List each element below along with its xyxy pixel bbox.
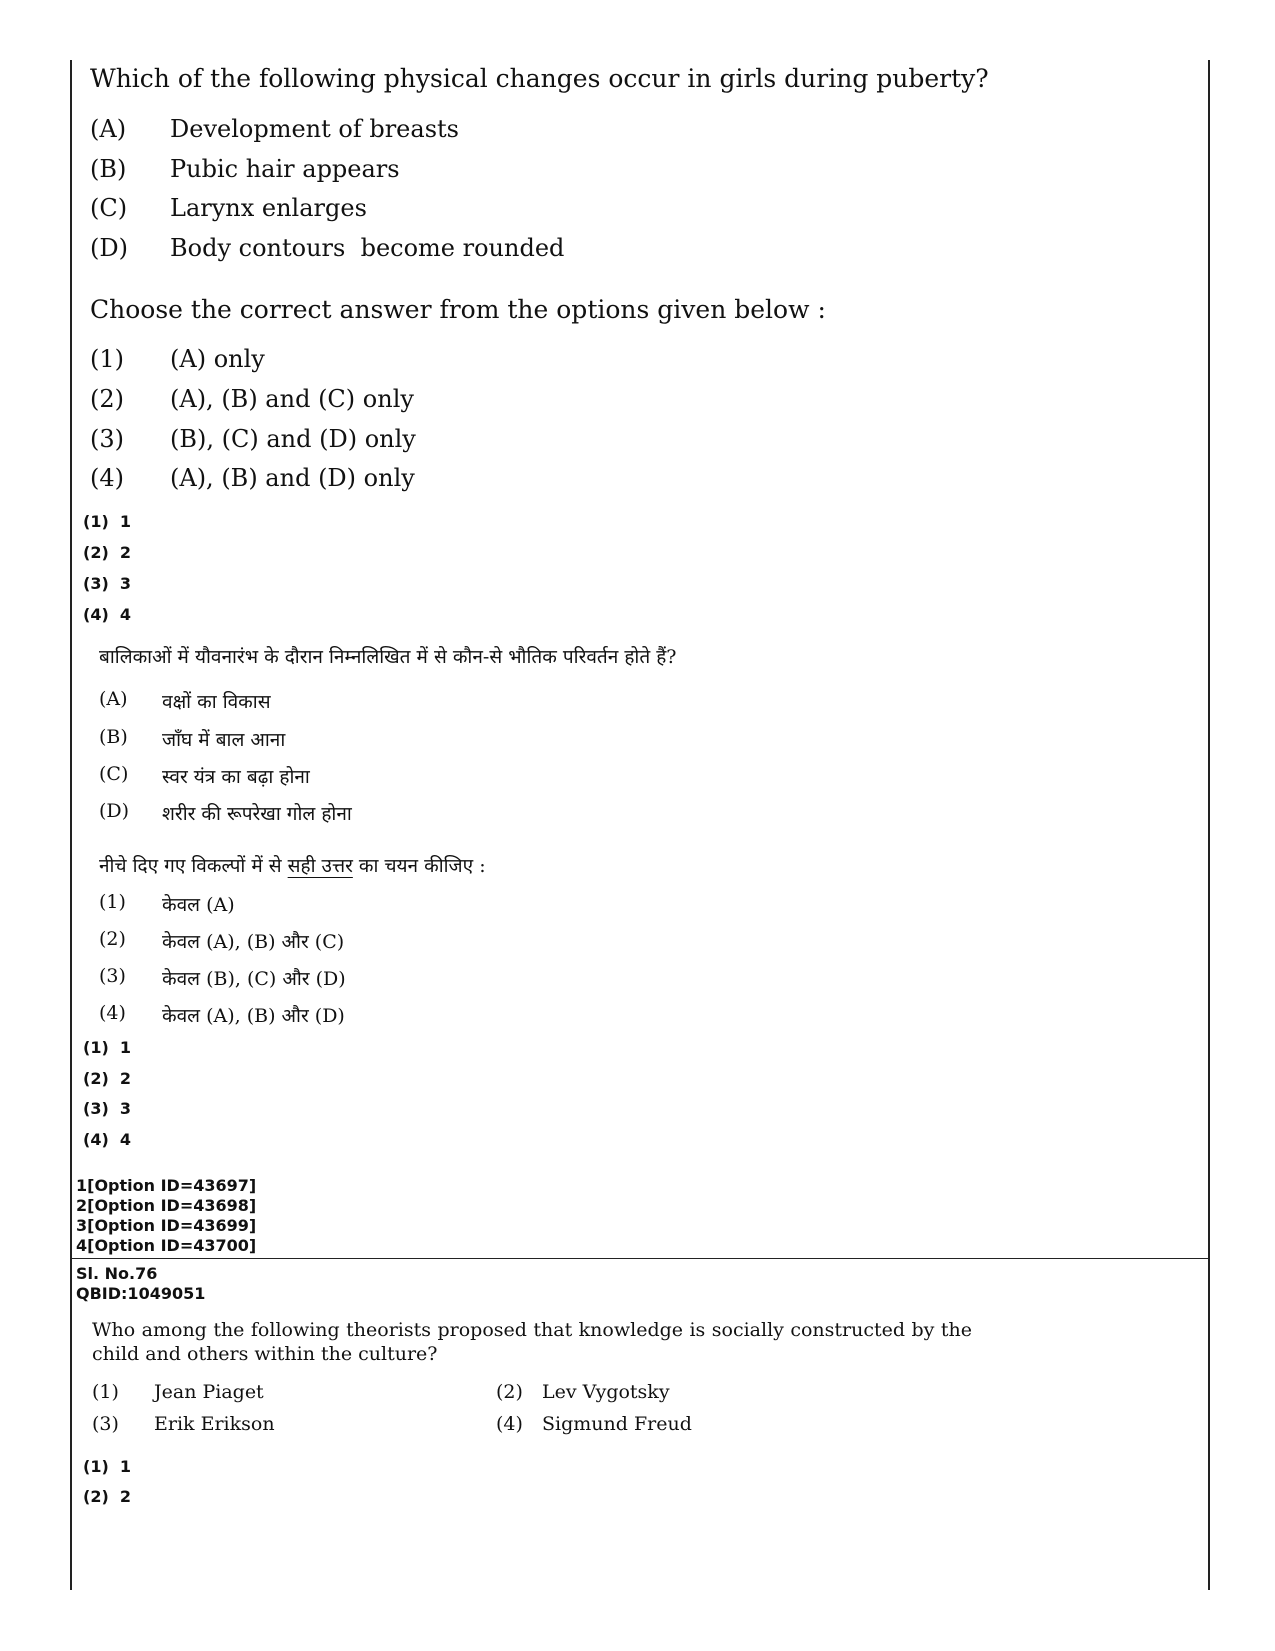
- statement-text: वक्षों का विकास: [162, 691, 271, 713]
- answer-choice[interactable]: (2) 2: [83, 1487, 132, 1506]
- instruction-english: Choose the correct answer from the options given below :: [90, 295, 826, 324]
- question-hindi: बालिकाओं में यौवनारंभ के दौरान निम्नलिखित में से कौन-से भौतिक परिवर्तन होते हैं?: [99, 646, 677, 668]
- statement-text: Development of breasts: [170, 115, 459, 143]
- option-text: Erik Erikson: [154, 1413, 275, 1435]
- option-label: (3): [92, 1413, 119, 1435]
- statement-item: [99, 763, 699, 789]
- statement-label: (B): [99, 726, 128, 748]
- option-label: (3): [99, 965, 126, 987]
- statement-label: (C): [99, 763, 129, 785]
- statement-item: [99, 800, 699, 826]
- statement-label: (B): [90, 155, 127, 183]
- option-label: (2): [90, 385, 124, 413]
- statement-text: Body contours become rounded: [170, 234, 565, 262]
- answer-choice[interactable]: (4) 4: [83, 605, 132, 624]
- option-label: (2): [99, 928, 126, 950]
- statement-item: [90, 234, 790, 264]
- answer-choice[interactable]: (4) 4: [83, 1130, 132, 1149]
- option-label: (1): [99, 891, 126, 913]
- statement-item: [90, 115, 790, 145]
- option-text: केवल (A): [162, 894, 235, 916]
- option-text: Lev Vygotsky: [542, 1381, 670, 1403]
- statement-label: (A): [90, 115, 127, 143]
- option-id: 4[Option ID=43700]: [76, 1236, 257, 1255]
- option-label: (4): [90, 464, 124, 492]
- option-item: [496, 1381, 670, 1403]
- question-english: Which of the following physical changes occur in girls during puberty?: [90, 64, 989, 93]
- answer-choice[interactable]: (3) 3: [83, 574, 132, 593]
- statement-text: शरीर की रूपरेखा गोल होना: [162, 803, 352, 825]
- qbid: QBID:1049051: [76, 1284, 206, 1303]
- option-item: [92, 1413, 275, 1435]
- answer-choice[interactable]: (2) 2: [83, 1069, 132, 1088]
- option-id-list: [76, 1176, 256, 1256]
- question-76: Who among the following theorists proposed that knowledge is socially constructed by the child and others within the culture?: [92, 1319, 972, 1365]
- option-item: [99, 928, 699, 954]
- option-label: (3): [90, 425, 124, 453]
- statement-item: [90, 155, 790, 185]
- option-text: Jean Piaget: [154, 1381, 264, 1403]
- statement-item: [99, 688, 699, 714]
- option-text: (A), (B) and (C) only: [170, 385, 414, 413]
- option-item: [92, 1381, 264, 1403]
- option-item: [90, 385, 790, 415]
- option-text: केवल (B), (C) और (D): [162, 968, 346, 990]
- statement-text: Pubic hair appears: [170, 155, 400, 183]
- option-id: 3[Option ID=43699]: [76, 1216, 257, 1235]
- statement-text: स्वर यंत्र का बढ़ा होना: [162, 766, 310, 788]
- option-text: (A), (B) and (D) only: [170, 464, 415, 492]
- option-text: (A) only: [170, 345, 265, 373]
- option-item: [496, 1413, 692, 1435]
- option-label: (4): [99, 1002, 126, 1024]
- option-item: [90, 464, 790, 494]
- option-text: केवल (A), (B) और (D): [162, 1005, 345, 1027]
- option-text: Sigmund Freud: [542, 1413, 692, 1435]
- option-label: (4): [496, 1413, 523, 1435]
- answer-choice[interactable]: (1) 1: [83, 1457, 132, 1476]
- statement-label: (A): [99, 688, 128, 710]
- answer-choice[interactable]: (1) 1: [83, 1038, 132, 1057]
- instruction-post: का चयन कीजिए :: [352, 855, 486, 877]
- statement-label: (C): [90, 194, 128, 222]
- statement-item: [90, 194, 790, 224]
- instruction-pre: नीचे दिए गए विकल्पों में से: [99, 855, 288, 877]
- option-label: (1): [90, 345, 124, 373]
- statement-label: (D): [90, 234, 128, 262]
- statement-item: [99, 726, 699, 752]
- statement-label: (D): [99, 800, 130, 822]
- statement-text: Larynx enlarges: [170, 194, 367, 222]
- option-item: [99, 1002, 699, 1028]
- option-text: (B), (C) and (D) only: [170, 425, 416, 453]
- instruction-hindi: [99, 852, 486, 878]
- answer-choice[interactable]: (2) 2: [83, 543, 132, 562]
- serial-number: Sl. No.76: [76, 1264, 158, 1283]
- option-label: (2): [496, 1381, 523, 1403]
- answer-choice[interactable]: (3) 3: [83, 1099, 132, 1118]
- option-item: [90, 425, 790, 455]
- question-meta: [76, 1264, 205, 1304]
- option-label: (1): [92, 1381, 119, 1403]
- option-id: 2[Option ID=43698]: [76, 1196, 257, 1215]
- answer-choice[interactable]: (1) 1: [83, 512, 132, 531]
- statement-text: जाँघ में बाल आना: [162, 729, 286, 751]
- option-item: [99, 891, 699, 917]
- option-text: केवल (A), (B) और (C): [162, 931, 345, 953]
- section-divider: [70, 1258, 1210, 1259]
- option-item: [90, 345, 790, 375]
- instruction-underlined: सही उत्तर: [287, 855, 353, 877]
- option-item: [99, 965, 699, 991]
- option-id: 1[Option ID=43697]: [76, 1176, 257, 1195]
